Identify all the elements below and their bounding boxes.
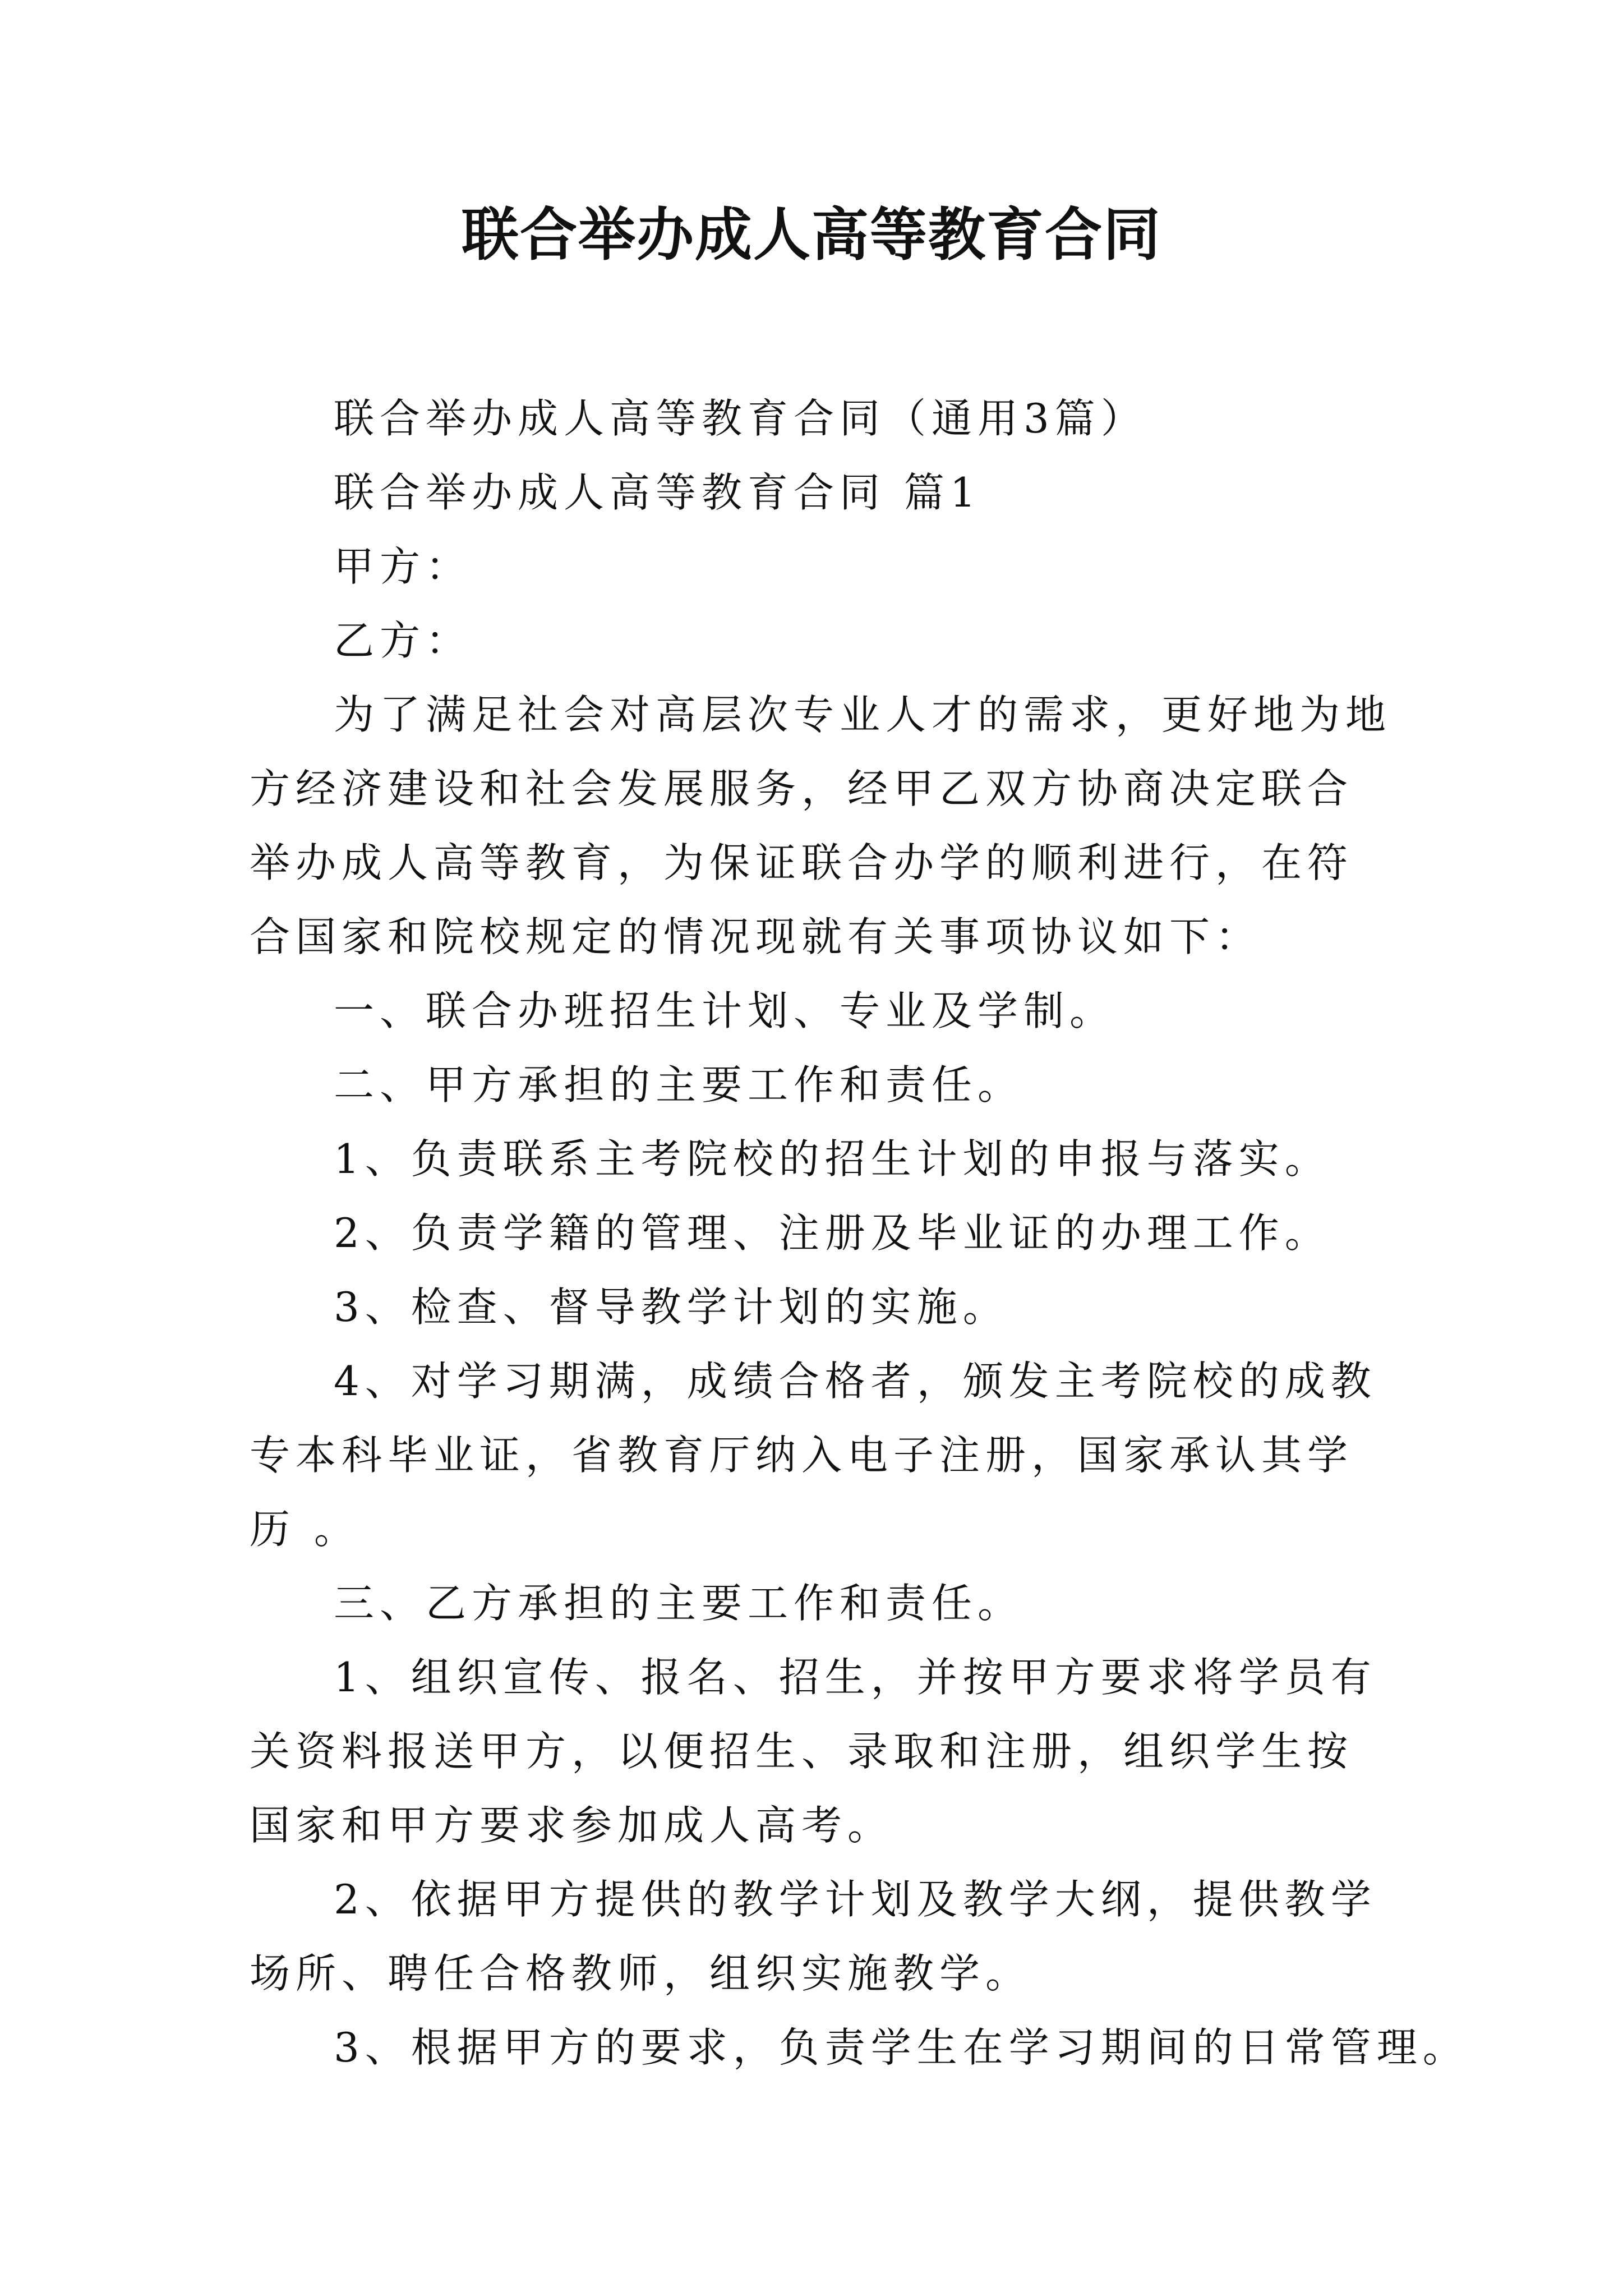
document-title: 联合举办成人高等教育合同 xyxy=(462,202,1161,269)
paragraph-preamble: 为了满足社会对高层次专业人才的需求，更好地为地方经济建设和社会发展服务，经甲乙双方协商决定联合举办成人高等教育，为保证联合办学的顺利进行，在符合国家和院校规定的情况现就有关事项协议如下： xyxy=(250,691,1392,960)
paragraph-clause-1: 一、联合办班招生计划、专业及学制。 xyxy=(334,987,1116,1034)
paragraph-party-b: 乙方： xyxy=(334,617,472,664)
paragraph-clause-2-item-4: 4、对学习期满，成绩合格者，颁发主考院校的成教专本科毕业证，省教育厅纳入电子注册，国家承认其学历 。 xyxy=(250,1358,1377,1553)
paragraph-clause-2: 二、甲方承担的主要工作和责任。 xyxy=(334,1061,1024,1108)
paragraph-clause-3-item-1: 1、组织宣传、报名、招生，并按甲方要求将学员有关资料报送甲方，以便招生、录取和注册，组织学生按国家和甲方要求参加成人高考。 xyxy=(250,1654,1377,1849)
paragraph-clause-3-item-2: 2、依据甲方提供的教学计划及教学大纲，提供教学场所、聘任合格教师，组织实施教学。 xyxy=(250,1876,1377,1997)
paragraph-clause-3-item-3: 3、根据甲方的要求，负责学生在学习期间的日常管理。 xyxy=(334,2024,1469,2071)
paragraph-clause-2-item-1: 1、负责联系主考院校的招生计划的申报与落实。 xyxy=(334,1135,1331,1182)
paragraph-clause-2-item-3: 3、检查、督导教学计划的实施。 xyxy=(334,1283,1009,1331)
document-body xyxy=(250,381,1469,2085)
paragraph-clause-2-item-2: 2、负责学籍的管理、注册及毕业证的办理工作。 xyxy=(334,1209,1331,1257)
paragraph-subtitle: 联合举办成人高等教育合同（通用3篇） xyxy=(334,395,1147,442)
paragraph-clause-3: 三、乙方承担的主要工作和责任。 xyxy=(334,1580,1024,1627)
paragraph-party-a: 甲方： xyxy=(334,543,472,590)
paragraph-section-heading: 联合举办成人高等教育合同 篇1 xyxy=(334,469,981,516)
